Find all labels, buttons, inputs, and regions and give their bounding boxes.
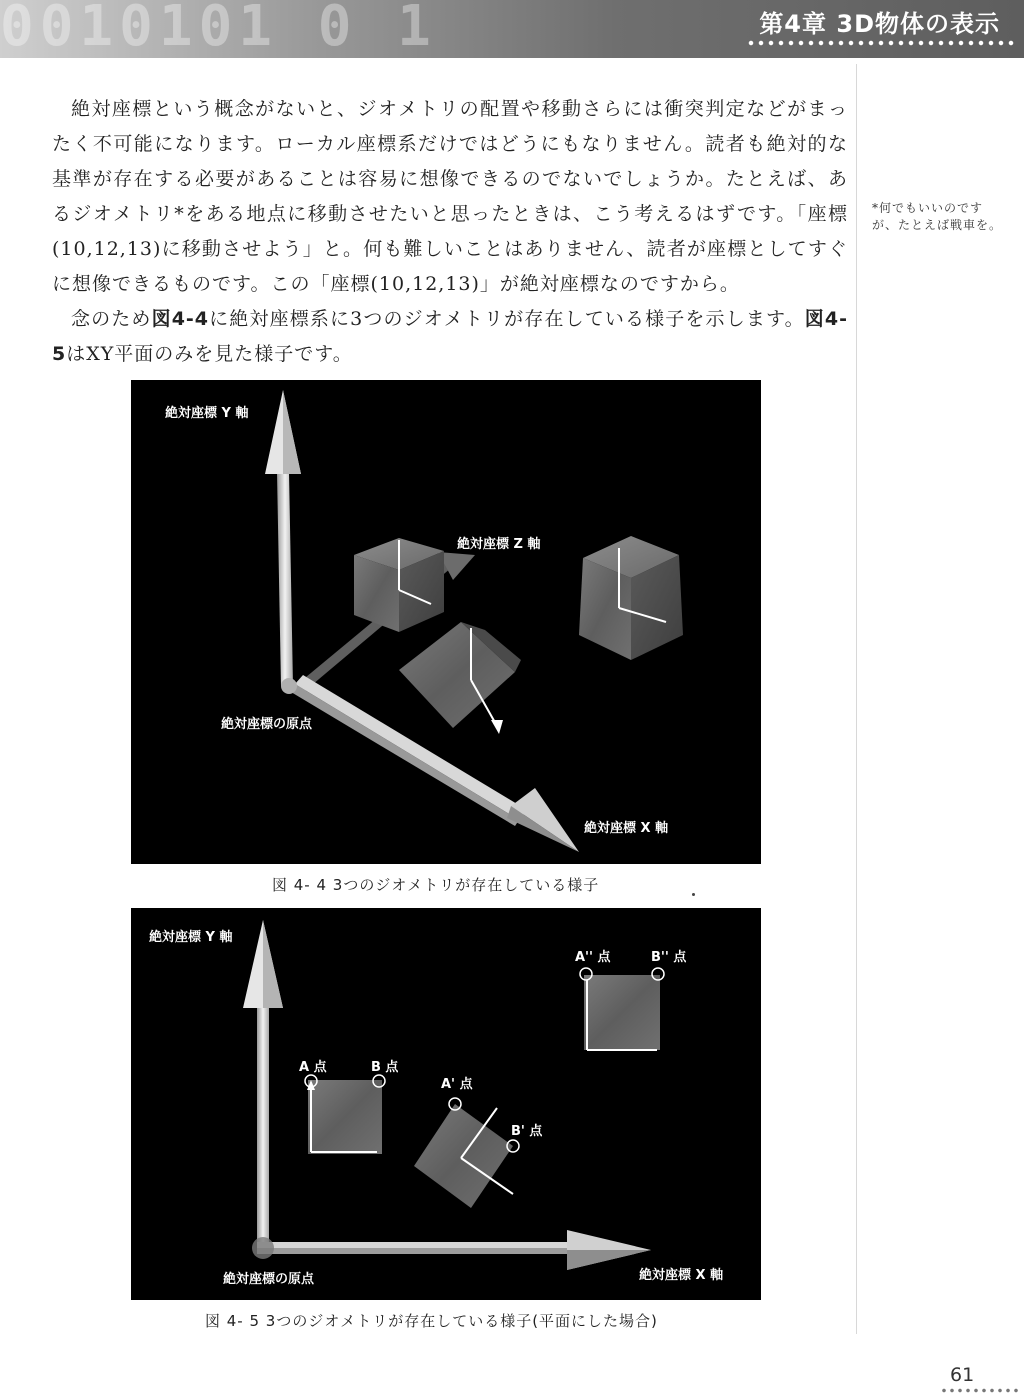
figure-4-5-origin-label: 絶対座標の原点 [223, 1272, 315, 1287]
figure-4-5-origin-marker [252, 1237, 274, 1259]
figure-4-4-cube-right [579, 536, 683, 660]
print-speck [692, 893, 695, 896]
figure-ref-4-4: 図4-4 [151, 308, 210, 330]
figure-4-4-origin-label: 絶対座標の原点 [221, 717, 313, 732]
page-number: 61 [950, 1364, 975, 1386]
paragraph-2 [52, 302, 848, 372]
figure-4-5-graphic [131, 908, 761, 1300]
main-text [52, 92, 848, 372]
figure-4-5-caption: 図 4- 5 3つのジオメトリが存在している様子(平面にした場合) [205, 1312, 658, 1330]
figure-4-5 [131, 908, 761, 1300]
paragraph-2-text-a: 念のため [71, 308, 152, 330]
figure-4-5-point-a2-label: A'' 点 [575, 950, 611, 965]
figure-4-5-square-top-right [580, 968, 664, 1050]
figure-4-4-cube-rotated [399, 622, 521, 734]
figure-4-5-point-a1-label: A' 点 [441, 1077, 473, 1092]
figure-4-5-y-axis [243, 920, 283, 1254]
figure-4-4-y-axis [265, 390, 301, 686]
figure-4-5-point-a-label: A 点 [299, 1060, 327, 1075]
figure-4-4-graphic [131, 380, 761, 864]
figure-4-5-point-b2-label: B'' 点 [651, 950, 687, 965]
header-decor-digits: 0010101 0 1 [0, 0, 437, 58]
paragraph-1: 絶対座標という概念がないと、ジオメトリの配置や移動さらには衝突判定などがまったく不可能になります。ローカル座標系だけではどうにもなりません。読者も絶対的な基準が存在する必要があることは容易に想像できるのでないでしょうか。たとえば、あるジオメトリ*をある地点に移動させたいと思ったときは、こう考えるはずです。「座標(10,12,13)に移動させよう」と。何も難しいことはありません、読者が座標としてすぐに想像できるものです。この「座標(10,12,13)」が絶対座標なのですから。 [52, 98, 848, 295]
figure-4-5-y-axis-label: 絶対座標 Y 軸 [149, 930, 233, 945]
figure-4-4-origin-marker [281, 678, 297, 694]
figure-4-5-square-ab [305, 1075, 385, 1154]
figure-ref-4-5: 図4-5 [52, 308, 848, 365]
figure-4-4-caption: 図 4- 4 3つのジオメトリが存在している様子 [272, 876, 600, 894]
figure-4-4-y-axis-label: 絶対座標 Y 軸 [165, 406, 249, 421]
chapter-title: 第4章 3D物体の表示 [759, 10, 1000, 38]
figure-4-4-cube-left [354, 538, 444, 632]
page-number-dot-rule [940, 1388, 1020, 1393]
figure-4-5-point-b1-label: B' 点 [511, 1124, 543, 1139]
margin-note: *何でもいいのですが、たとえば戦車を。 [872, 201, 1003, 232]
header-dot-rule [746, 40, 1016, 46]
paragraph-2-text-b: に絶対座標系に3つのジオメトリが存在している様子を示します。 [209, 308, 805, 330]
figure-4-5-x-axis [257, 1230, 651, 1270]
figure-4-4-z-axis-label: 絶対座標 Z 軸 [457, 537, 541, 552]
figure-4-4-x-axis-label: 絶対座標 X 軸 [584, 821, 669, 836]
margin-rule [856, 64, 857, 1334]
paragraph-2-text-c: はXY平面のみを見た様子です。 [66, 343, 353, 365]
figure-4-5-x-axis-label: 絶対座標 X 軸 [639, 1268, 724, 1283]
figure-4-4 [131, 380, 761, 864]
figure-4-5-square-rotated [414, 1098, 519, 1208]
figure-4-5-point-b-label: B 点 [371, 1060, 399, 1075]
chapter-header [0, 0, 1024, 58]
